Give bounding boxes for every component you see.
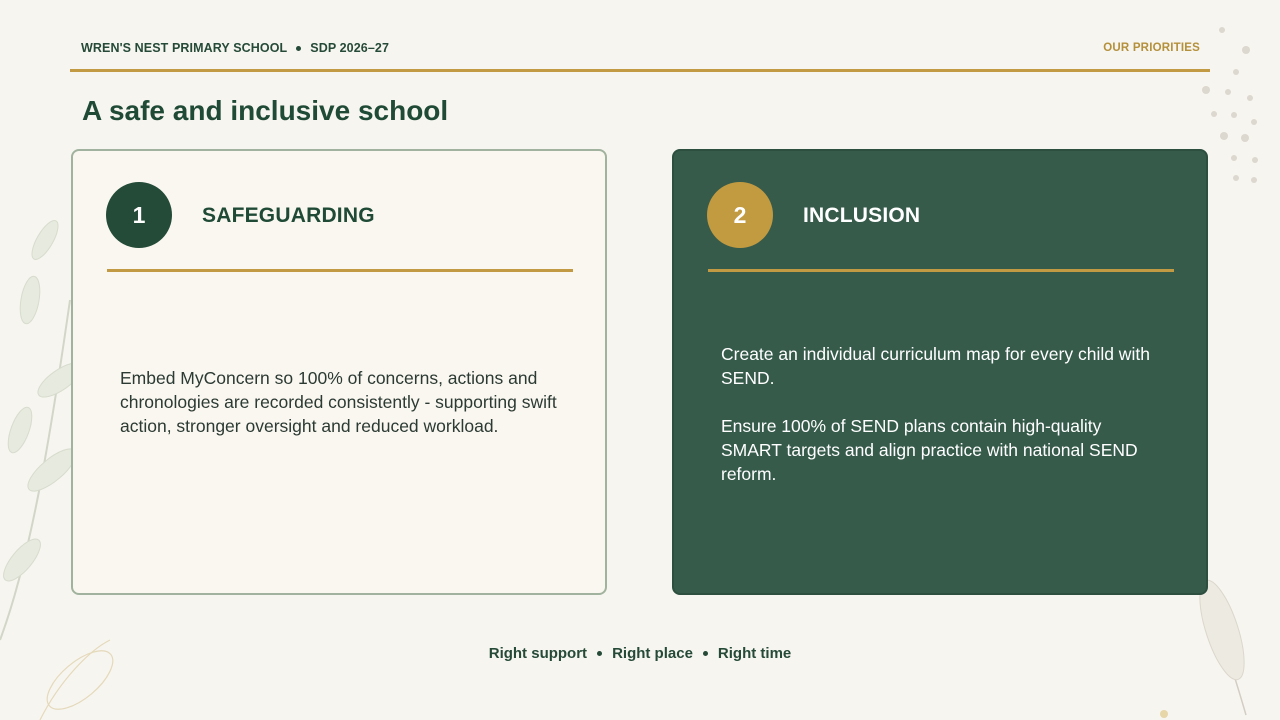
priority-heading: INCLUSION (803, 204, 921, 227)
description-paragraph: Ensure 100% of SEND plans contain high-quality SMART targets and align practice with national SEND reform. (721, 416, 1138, 484)
header-divider (70, 69, 1210, 72)
header-left-group (81, 41, 389, 55)
priority-card-safeguarding (71, 149, 607, 595)
description-paragraph: Embed MyConcern so 100% of concerns, actions and chronologies are recorded consistently - supporting swift action, stronger oversight and reduced workload. (120, 368, 557, 436)
slide-header (81, 38, 1200, 58)
card-divider (107, 269, 573, 272)
section-label: OUR PRIORITIES (1103, 42, 1200, 54)
priority-number-badge: 1 (106, 182, 172, 248)
priority-description (721, 342, 1161, 510)
school-name: WREN'S NEST PRIMARY SCHOOL (81, 41, 288, 55)
footer-tagline (0, 645, 1280, 662)
card-divider (708, 269, 1174, 272)
bullet-separator (597, 651, 602, 656)
tagline-item: Right support (488, 645, 588, 662)
description-paragraph: Create an individual curriculum map for every child with SEND. (721, 344, 1150, 388)
tagline-item: Right place (612, 645, 693, 662)
bullet-separator (703, 651, 708, 656)
priority-number-badge: 2 (707, 182, 773, 248)
bullet-separator (296, 46, 301, 51)
tagline-item: Right time (717, 645, 792, 662)
priority-heading: SAFEGUARDING (202, 204, 375, 227)
slide-title: A safe and inclusive school (82, 95, 449, 126)
plan-label: SDP 2026–27 (310, 41, 389, 55)
priority-card-inclusion (672, 149, 1208, 595)
priority-description (120, 366, 560, 462)
